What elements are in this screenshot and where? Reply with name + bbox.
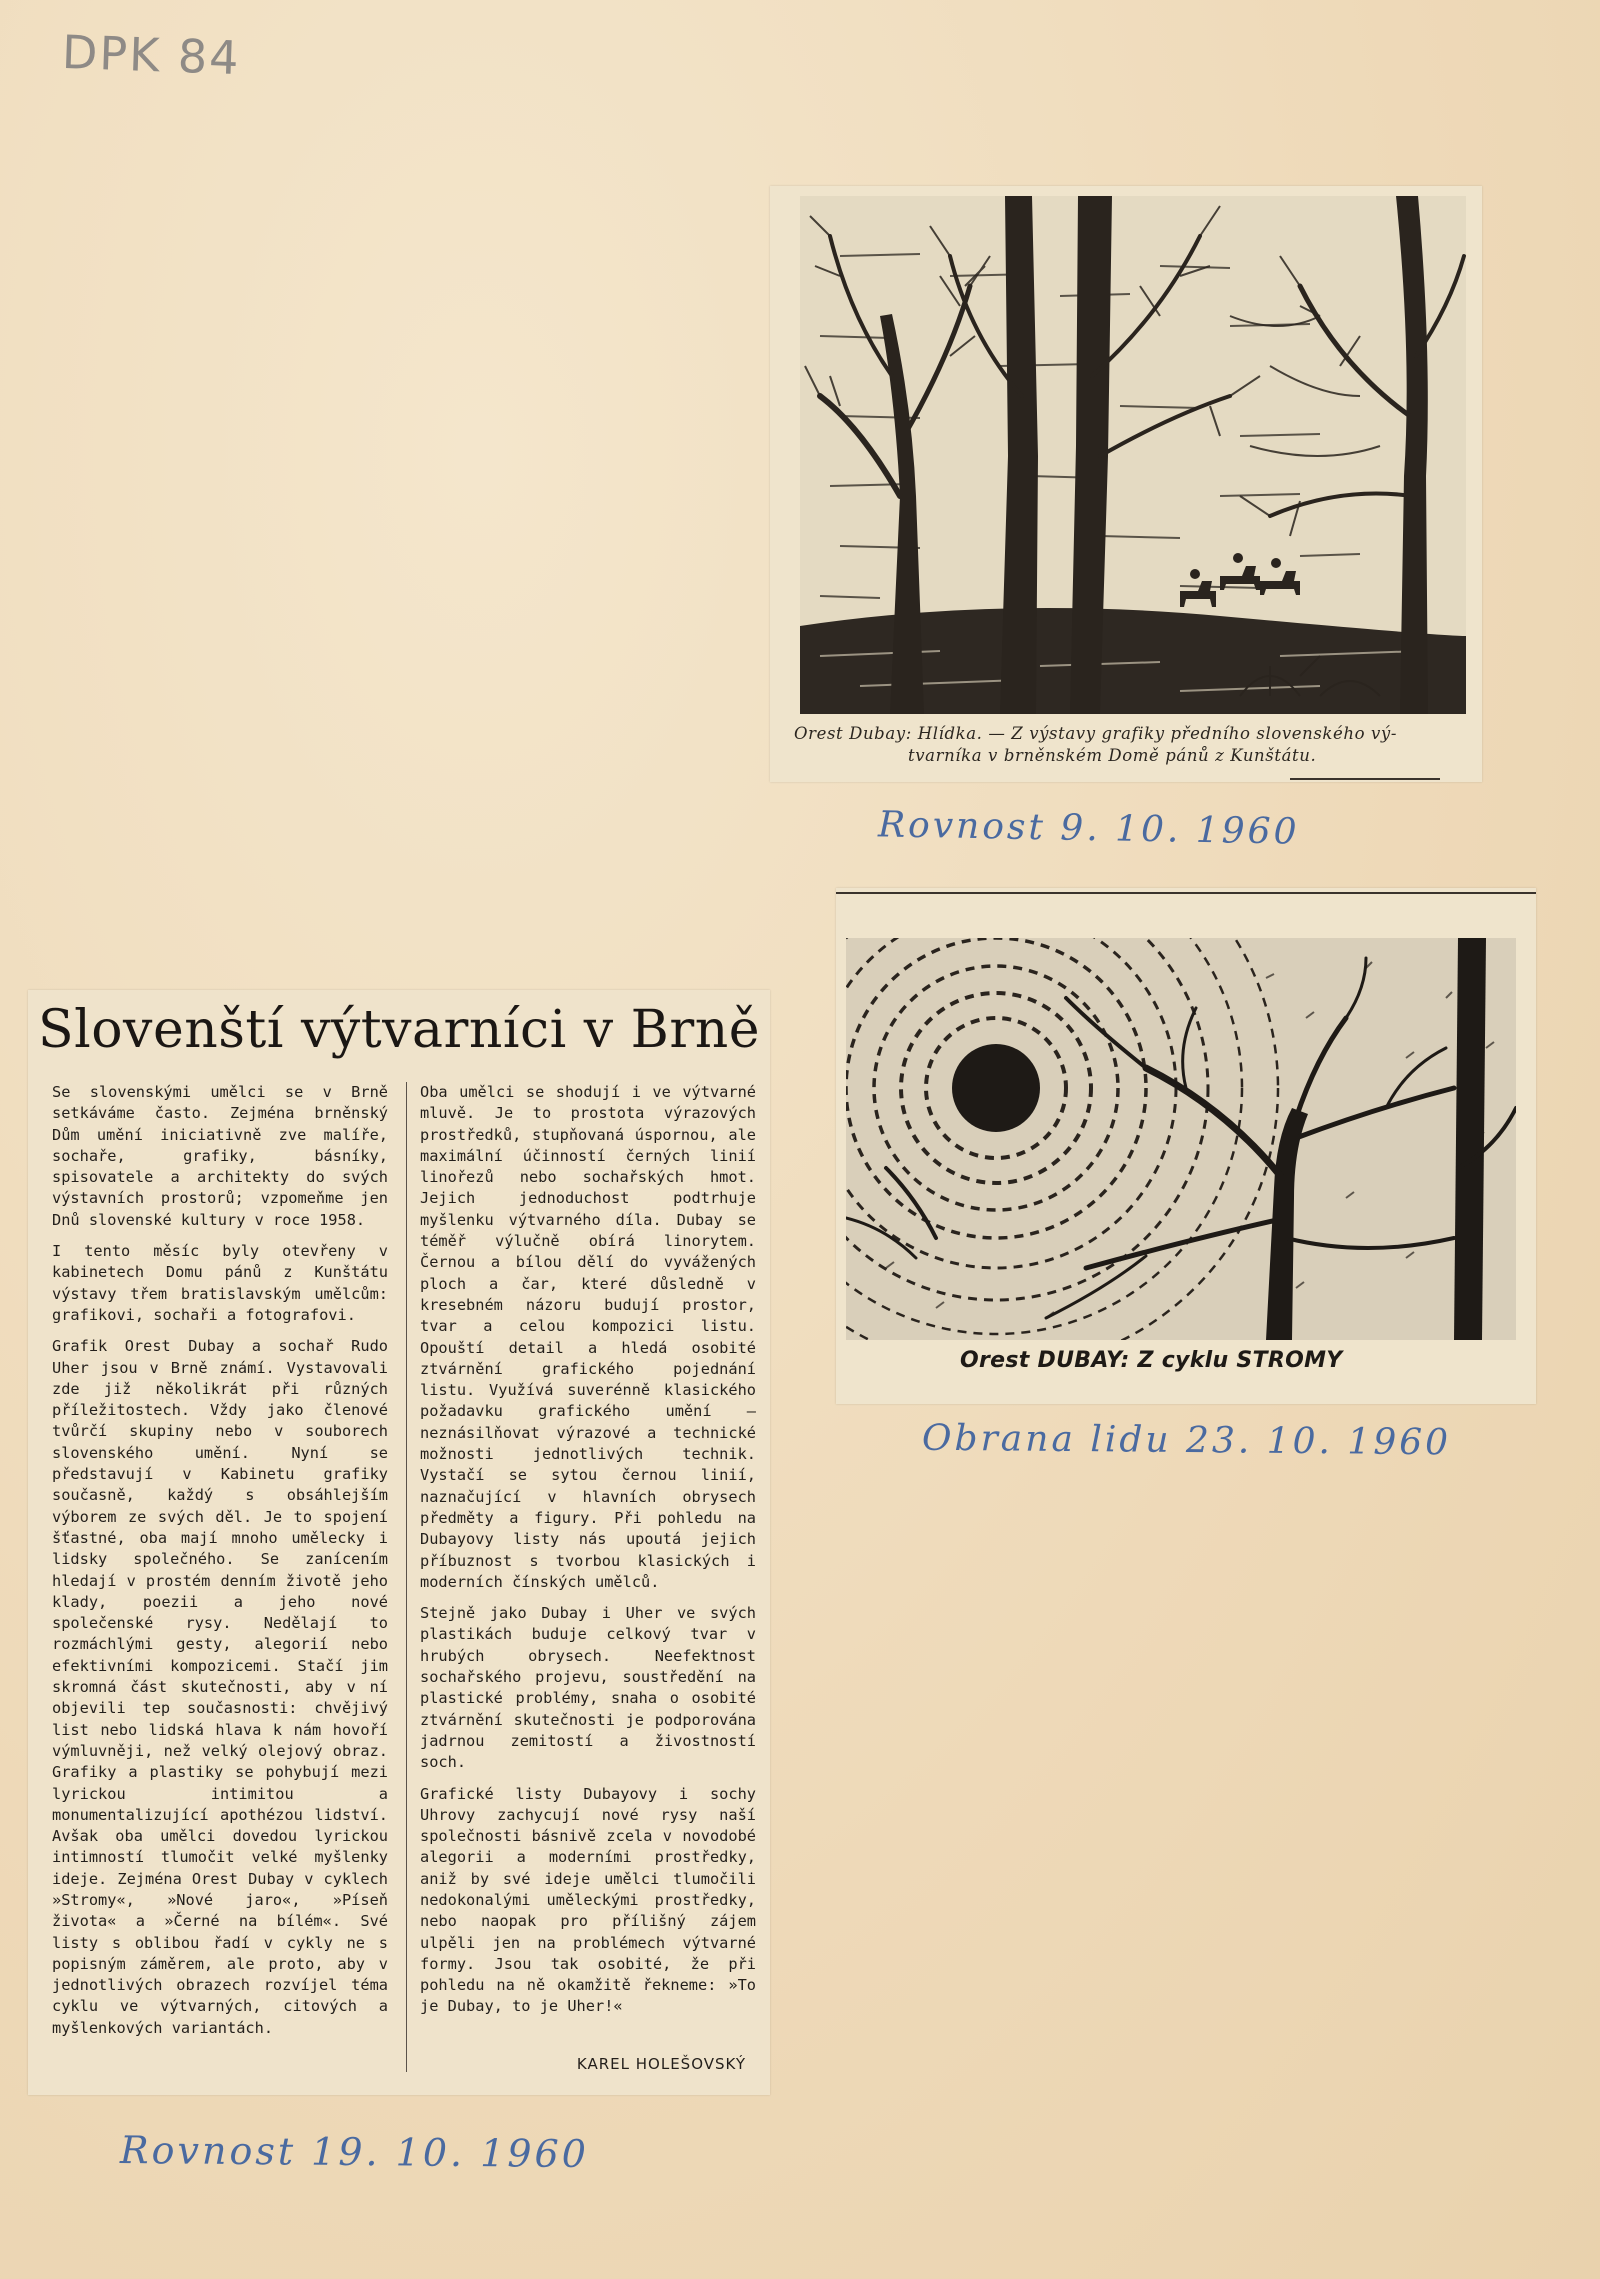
clipping-stromy-caption: Orest DUBAY: Z cyklu STROMY bbox=[960, 1348, 1343, 1373]
article-headline: Slovenští výtvarníci v Brně bbox=[38, 1000, 760, 1060]
article-column-1 bbox=[52, 1082, 388, 2039]
clipping-stromy-handwritten-source: Obrana lidu 23. 10. 1960 bbox=[921, 1417, 1452, 1464]
column-divider bbox=[406, 1082, 407, 2072]
article-paragraph: Oba umělci se shodují i ve výtvarné mluvě. Je to prostota výrazových prostředků, stupňovaná úspornou, ale maximální účinností černých linií linořezů nebo sochařských hmot. Jejich jednoduchost podtrhuje myšlenku výtvarného díla. Dubay se téměř výlučně obírá linorytem. Černou a bílou dělí do vyvážených ploch a čar, které důsledně v kresebném názoru budují prostor, tvar a celou kompozici listu. Opouští detail a hledá osobité ztvárnění grafického pojednání listu. Využívá suverénně klasického požadavku grafického umění — neznásilňovat výrazové a technické možnosti jednotlivých technik. Vystačí se sytou černou linií, naznačující v hlavních obrysech předměty a figury. Při pohledu na Dubayovy listy nás upoutá jejich příbuznost s tvorbou klasických i moderních čínských umělců. bbox=[420, 1083, 756, 1591]
woodcut-sun-tree-illustration bbox=[846, 938, 1516, 1340]
article-clipping bbox=[28, 990, 770, 2095]
clipping-hlidka bbox=[770, 186, 1482, 782]
article-byline: KAREL HOLEŠOVSKÝ bbox=[576, 2055, 746, 2073]
clipping-hlidka-handwritten-source: Rovnost 9. 10. 1960 bbox=[877, 804, 1300, 853]
clipping-stromy-top-rule bbox=[836, 892, 1536, 894]
article-column-2 bbox=[420, 1082, 756, 2018]
article-paragraph: Se slovenskými umělci se v Brně setkáváme často. Zejména brněnský Dům umění iniciativně zve malíře, sochaře, grafiky, básníky, spisovatele a architekty do svých výstavních prostorů; vzpomeňme jen Dnů slovenské kultury v roce 1958. bbox=[52, 1083, 388, 1229]
woodcut-hlidka-image bbox=[800, 196, 1466, 714]
clipping-hlidka-caption-line1: Orest Dubay: Hlídka. — Z výstavy grafiky předního slovenského vý- bbox=[794, 724, 1398, 743]
article-paragraph: I tento měsíc byly otevřeny v kabinetech Domu pánů z Kunštátu výstavy třem bratislavským umělcům: grafikovi, sochaři a fotografovi. bbox=[52, 1242, 388, 1324]
clipping-hlidka-caption-line2: tvarníka v brněnském Domě pánů z Kunštátu. bbox=[908, 746, 1317, 765]
article-handwritten-source: Rovnost 19. 10. 1960 bbox=[119, 2127, 590, 2177]
article-paragraph: Grafik Orest Dubay a sochař Rudo Uher jsou v Brně známí. Vystavovali zde již několikrát při různých příležitostech. Vždy jako členové tvůrčí skupiny nebo v souborech slovenského umění. Nyní se představují v Kabinetu grafiky současně, každý s obsáhlejším výborem ze svých děl. Je to spojení šťastné, oba mají mnoho umělecky i lidsky společného. Se zanícením hledají v prostém denním životě jeho klady, poezii a jeho nové společenské rysy. Nedělají to rozmáchlými gesty, alegorií nebo efektivními kompozicemi. Stačí jim skromná část skutečnosti, aby v ní objevili tep současnosti: chvějivý list nebo lidská hlava k nám hovoří výmluvněji, než velký olejový obraz. Grafiky a plastiky se pohybují mezi lyrickou intimitou a monumentalizující apothézou lidství. Avšak oba umělci dovedou lyrickou intimností tlumočit velké myšlenky ideje. Zejména Orest Dubay v cyklech »Stromy«, »Nové jaro«, »Píseň života« a »Černé na bílém«. Své listy s oblibou řadí v cykly ne s popisným záměrem, ale proto, aby v jednotlivých obrazech rozvíjel téma cyklu ve výtvarných, citových a myšlenkových variantách. bbox=[52, 1337, 388, 2037]
clipping-stromy bbox=[836, 888, 1536, 1404]
clipping-hlidka-bottom-rule bbox=[1290, 778, 1440, 780]
woodcut-stromy-image bbox=[846, 938, 1516, 1340]
archive-pencil-mark: DPK 84 bbox=[61, 24, 242, 86]
article-paragraph: Stejně jako Dubay i Uher ve svých plastikách buduje celkový tvar v hrubých obrysech. Neefektnost sochařského projevu, soustředění na plastické problémy, snaha o osobité ztvárnění skutečnosti je podporována jadrnou zemitostí a živostností soch. bbox=[420, 1604, 756, 1772]
woodcut-trees-riders-illustration bbox=[800, 196, 1466, 714]
article-paragraph: Grafické listy Dubayovy i sochy Uhrovy zachycují nové rysy naší společnosti básnivě zcela v novodobé alegorii a moderními prostředky, aniž by své ideje umělci tlumočili nedokonalými uměleckými prostředky, nebo naopak pro přílišný zájem ulpěli jen na problémech výtvarné formy. Jsou tak osobité, že při pohledu na ně okamžitě řekneme: »To je Dubay, to je Uher!« bbox=[420, 1784, 756, 2016]
